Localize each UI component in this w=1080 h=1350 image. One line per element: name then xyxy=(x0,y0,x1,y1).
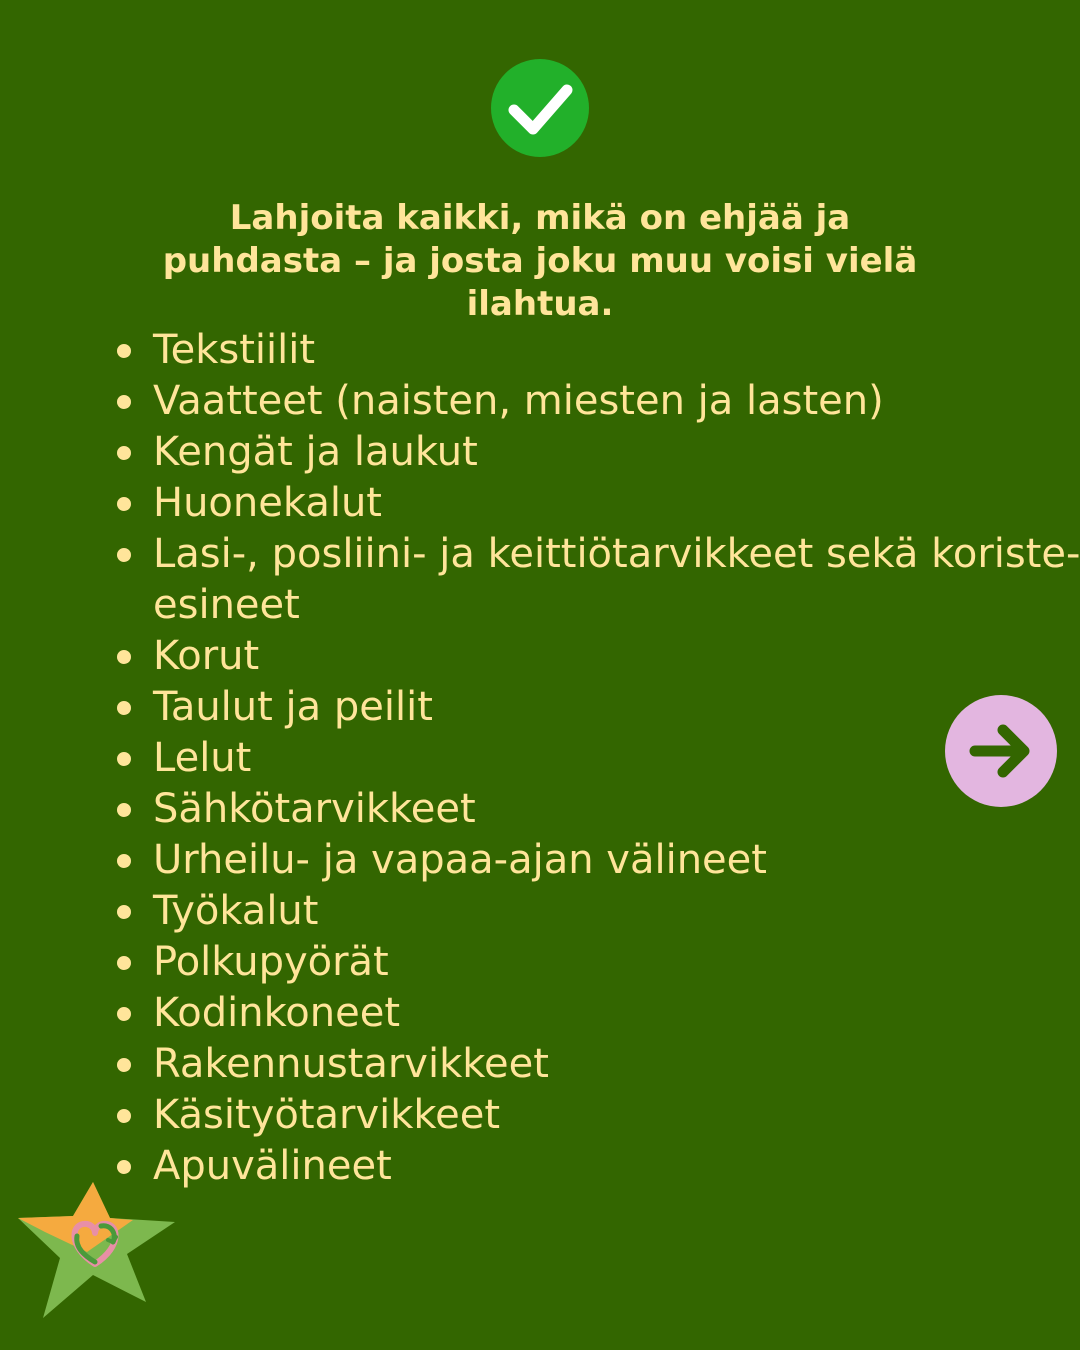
star-recycle-heart-icon xyxy=(15,1180,183,1322)
next-slide-button[interactable] xyxy=(945,695,1057,807)
list-item-text: Huonekalut xyxy=(153,480,382,526)
list-item xyxy=(110,937,1060,988)
list-item xyxy=(110,529,1080,631)
list-item xyxy=(110,376,1060,427)
list-item xyxy=(110,1090,1060,1141)
list-item-text: Korut xyxy=(153,633,260,679)
list-item xyxy=(110,1039,1060,1090)
list-item-text: Taulut ja peilit xyxy=(153,684,433,730)
list-item-text: Työkalut xyxy=(153,888,319,934)
list-item-text: Apuvälineet xyxy=(153,1143,392,1189)
list-item xyxy=(110,682,1060,733)
list-item-text: Urheilu- ja vapaa-ajan välineet xyxy=(153,837,767,883)
donation-items-list xyxy=(110,325,1080,1192)
list-item-text: Vaatteet (naisten, miesten ja lasten) xyxy=(153,378,884,424)
list-item xyxy=(110,784,1060,835)
list-item-text: Tekstiilit xyxy=(153,327,316,373)
list-item xyxy=(110,988,1060,1039)
list-item-text: Sähkötarvikkeet xyxy=(153,786,476,832)
list-item xyxy=(110,1141,1060,1192)
list-item xyxy=(110,427,1060,478)
list-item-text: Kodinkoneet xyxy=(153,990,401,1036)
page-heading xyxy=(90,197,990,326)
list-item-text-continued: esineet xyxy=(153,582,300,628)
list-item-text: Käsityötarvikkeet xyxy=(153,1092,501,1138)
heading-line-2: puhdasta – ja josta joku muu voisi vielä xyxy=(162,241,918,281)
list-item xyxy=(110,325,1060,376)
list-item xyxy=(110,631,1060,682)
list-item xyxy=(110,478,1060,529)
list-item-text: Rakennustarvikkeet xyxy=(153,1041,549,1087)
list-item xyxy=(110,886,1060,937)
list-item-text: Lelut xyxy=(153,735,252,781)
heading-line-1: Lahjoita kaikki, mikä on ehjää ja xyxy=(229,198,851,238)
list-item-text: Lasi-, posliini- ja keittiötarvikkeet sekä koriste- xyxy=(153,531,1080,577)
list-item xyxy=(110,835,1060,886)
list-item-text: Polkupyörät xyxy=(153,939,389,985)
heading-line-3: ilahtua. xyxy=(466,284,614,324)
list-item-text: Kengät ja laukut xyxy=(153,429,478,475)
list-item xyxy=(110,733,1060,784)
check-circle-icon xyxy=(491,59,589,157)
